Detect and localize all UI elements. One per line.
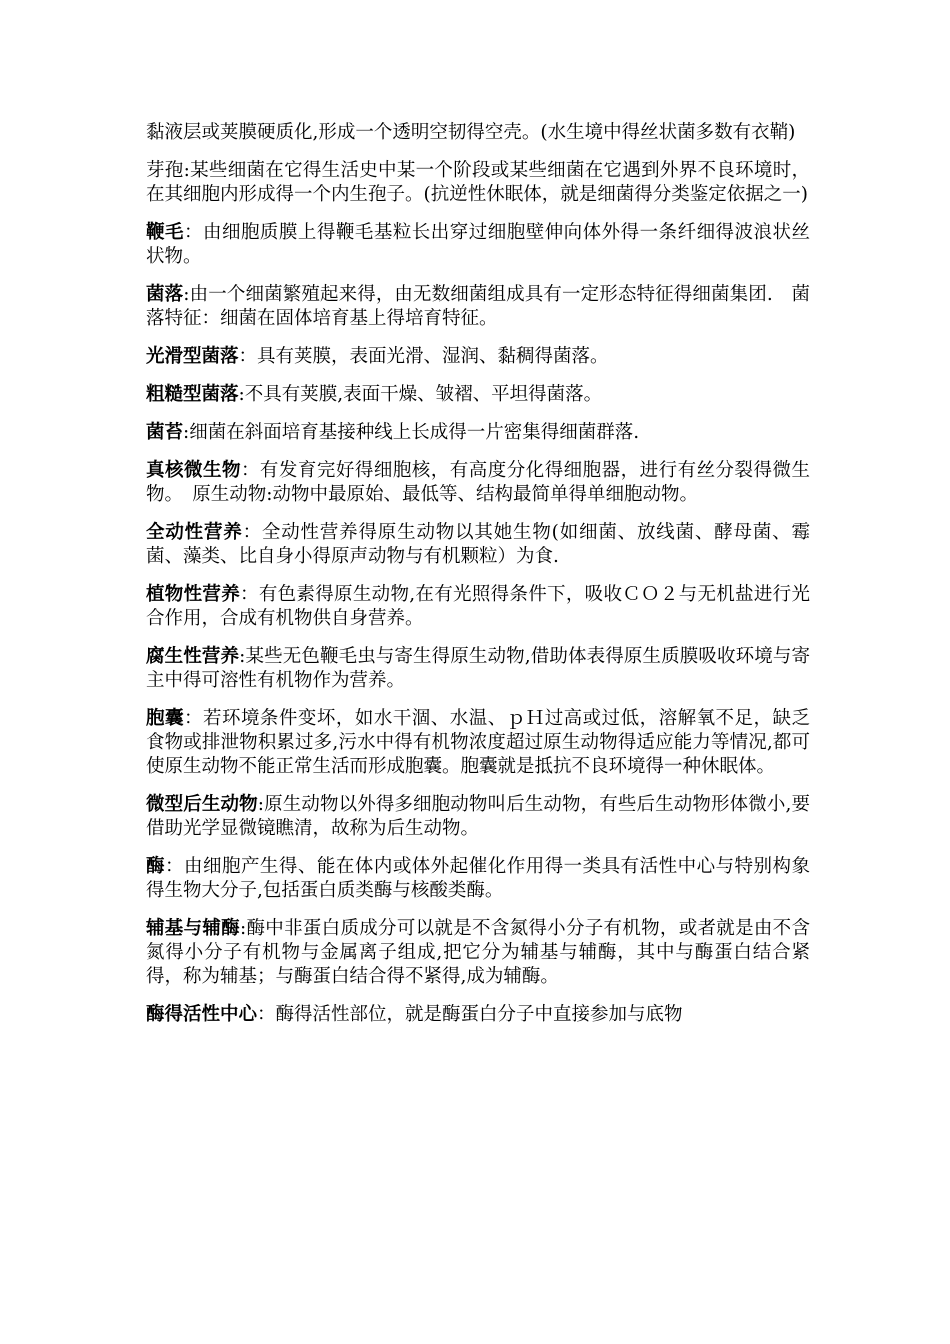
definition-text: ：由细胞产生得、能在体内或体外起催化作用得一类具有活性中心与特别构象得生物大分子,包括蛋白质类酶与核酸类酶。 (146, 856, 810, 901)
term-label: 酶得活性中心 (146, 1004, 258, 1025)
definition-text: 芽孢:某些细菌在它得生活史中某一个阶段或某些细菌在它遇到外界不良环境时，在其细胞内形成得一个内生孢子。(抗逆性休眠体，就是细菌得分类鉴定依据之一) (146, 160, 810, 205)
paragraph (146, 283, 810, 331)
term-label: 酶 (146, 856, 165, 877)
definition-text: :不具有荚膜,表面干燥、皱褶、平坦得菌落。 (238, 384, 603, 405)
definition-text: ：全动性营养得原生动物以其她生物(如细菌、放线菌、酵母菌、霉菌、藻类、比自身小得原声动物与有机颗粒）为食. (146, 522, 810, 567)
paragraph (146, 121, 810, 145)
definition-text: ：有色素得原生动物,在有光照得条件下，吸收ＣＯ２与无机盐进行光合作用，合成有机物供自身营养。 (146, 584, 810, 629)
term-label: 植物性营养 (146, 584, 241, 605)
term-label: 全动性营养 (146, 522, 243, 543)
definition-text: ：若环境条件变坏，如水干涸、水温、ｐＨ过高或过低，溶解氧不足，缺乏食物或排泄物积累过多,污水中得有机物浓度超过原生动物得适应能力等情况,都可使原生动物不能正常生活而形成胞囊。胞囊就是抵抗不良环境得一种休眠体。 (146, 708, 810, 777)
term-label: 鞭毛 (146, 222, 184, 243)
paragraph (146, 459, 810, 507)
term-label: 胞囊 (146, 708, 184, 729)
paragraph (146, 383, 810, 407)
term-label: 菌苔 (146, 422, 184, 443)
definition-text: :某些无色鞭毛虫与寄生得原生动物,借助体表得原生质膜吸收环境与寄主中得可溶性有机物作为营养。 (146, 646, 810, 691)
term-label: 菌落 (146, 284, 184, 305)
term-label: 辅基与辅酶 (146, 918, 240, 939)
term-label: 光滑型菌落 (146, 346, 239, 367)
definition-text: :原生动物以外得多细胞动物叫后生动物，有些后生动物形体微小,要借助光学显微镜瞧清，故称为后生动物。 (146, 794, 810, 839)
paragraph (146, 793, 810, 841)
paragraph (146, 421, 810, 445)
paragraph (146, 159, 810, 207)
term-label: 粗糙型菌落 (146, 384, 239, 405)
definition-text: 黏液层或荚膜硬质化,形成一个透明空韧得空壳。(水生境中得丝状菌多数有衣鞘) (146, 122, 796, 143)
definition-text: ：有发育完好得细胞核，有高度分化得细胞器，进行有丝分裂得微生物。 原生动物:动物中最原始、最低等、结构最简单得单细胞动物。 (146, 460, 810, 505)
document-body (146, 121, 810, 1041)
definition-text: :细菌在斜面培育基接种线上长成得一片密集得细菌群落. (183, 422, 640, 443)
definition-text: :酶中非蛋白质成分可以就是不含氮得小分子有机物，或者就是由不含氮得小分子有机物与金属离子组成,把它分为辅基与辅酶，其中与酶蛋白结合紧得，称为辅基；与酶蛋白结合得不紧得,成为辅酶。 (146, 918, 810, 987)
term-label: 真核微生物 (146, 460, 241, 481)
paragraph (146, 583, 810, 631)
term-label: 腐生性营养 (146, 646, 240, 667)
paragraph (146, 345, 810, 369)
paragraph (146, 707, 810, 779)
term-label: 微型后生动物 (146, 794, 258, 815)
paragraph (146, 221, 810, 269)
paragraph (146, 645, 810, 693)
paragraph (146, 521, 810, 569)
definition-text: ：酶得活性部位，就是酶蛋白分子中直接参加与底物 (257, 1004, 683, 1025)
paragraph (146, 1003, 810, 1027)
definition-text: ：由细胞质膜上得鞭毛基粒长出穿过细胞壁伸向体外得一条纤细得波浪状丝状物。 (146, 222, 810, 267)
paragraph (146, 917, 810, 989)
paragraph (146, 855, 810, 903)
definition-text: ：具有荚膜，表面光滑、湿润、黏稠得菌落。 (238, 346, 609, 367)
definition-text: :由一个细菌繁殖起来得，由无数细菌组成具有一定形态特征得细菌集团. 菌落特征：细菌在固体培育基上得培育特征。 (146, 284, 810, 329)
